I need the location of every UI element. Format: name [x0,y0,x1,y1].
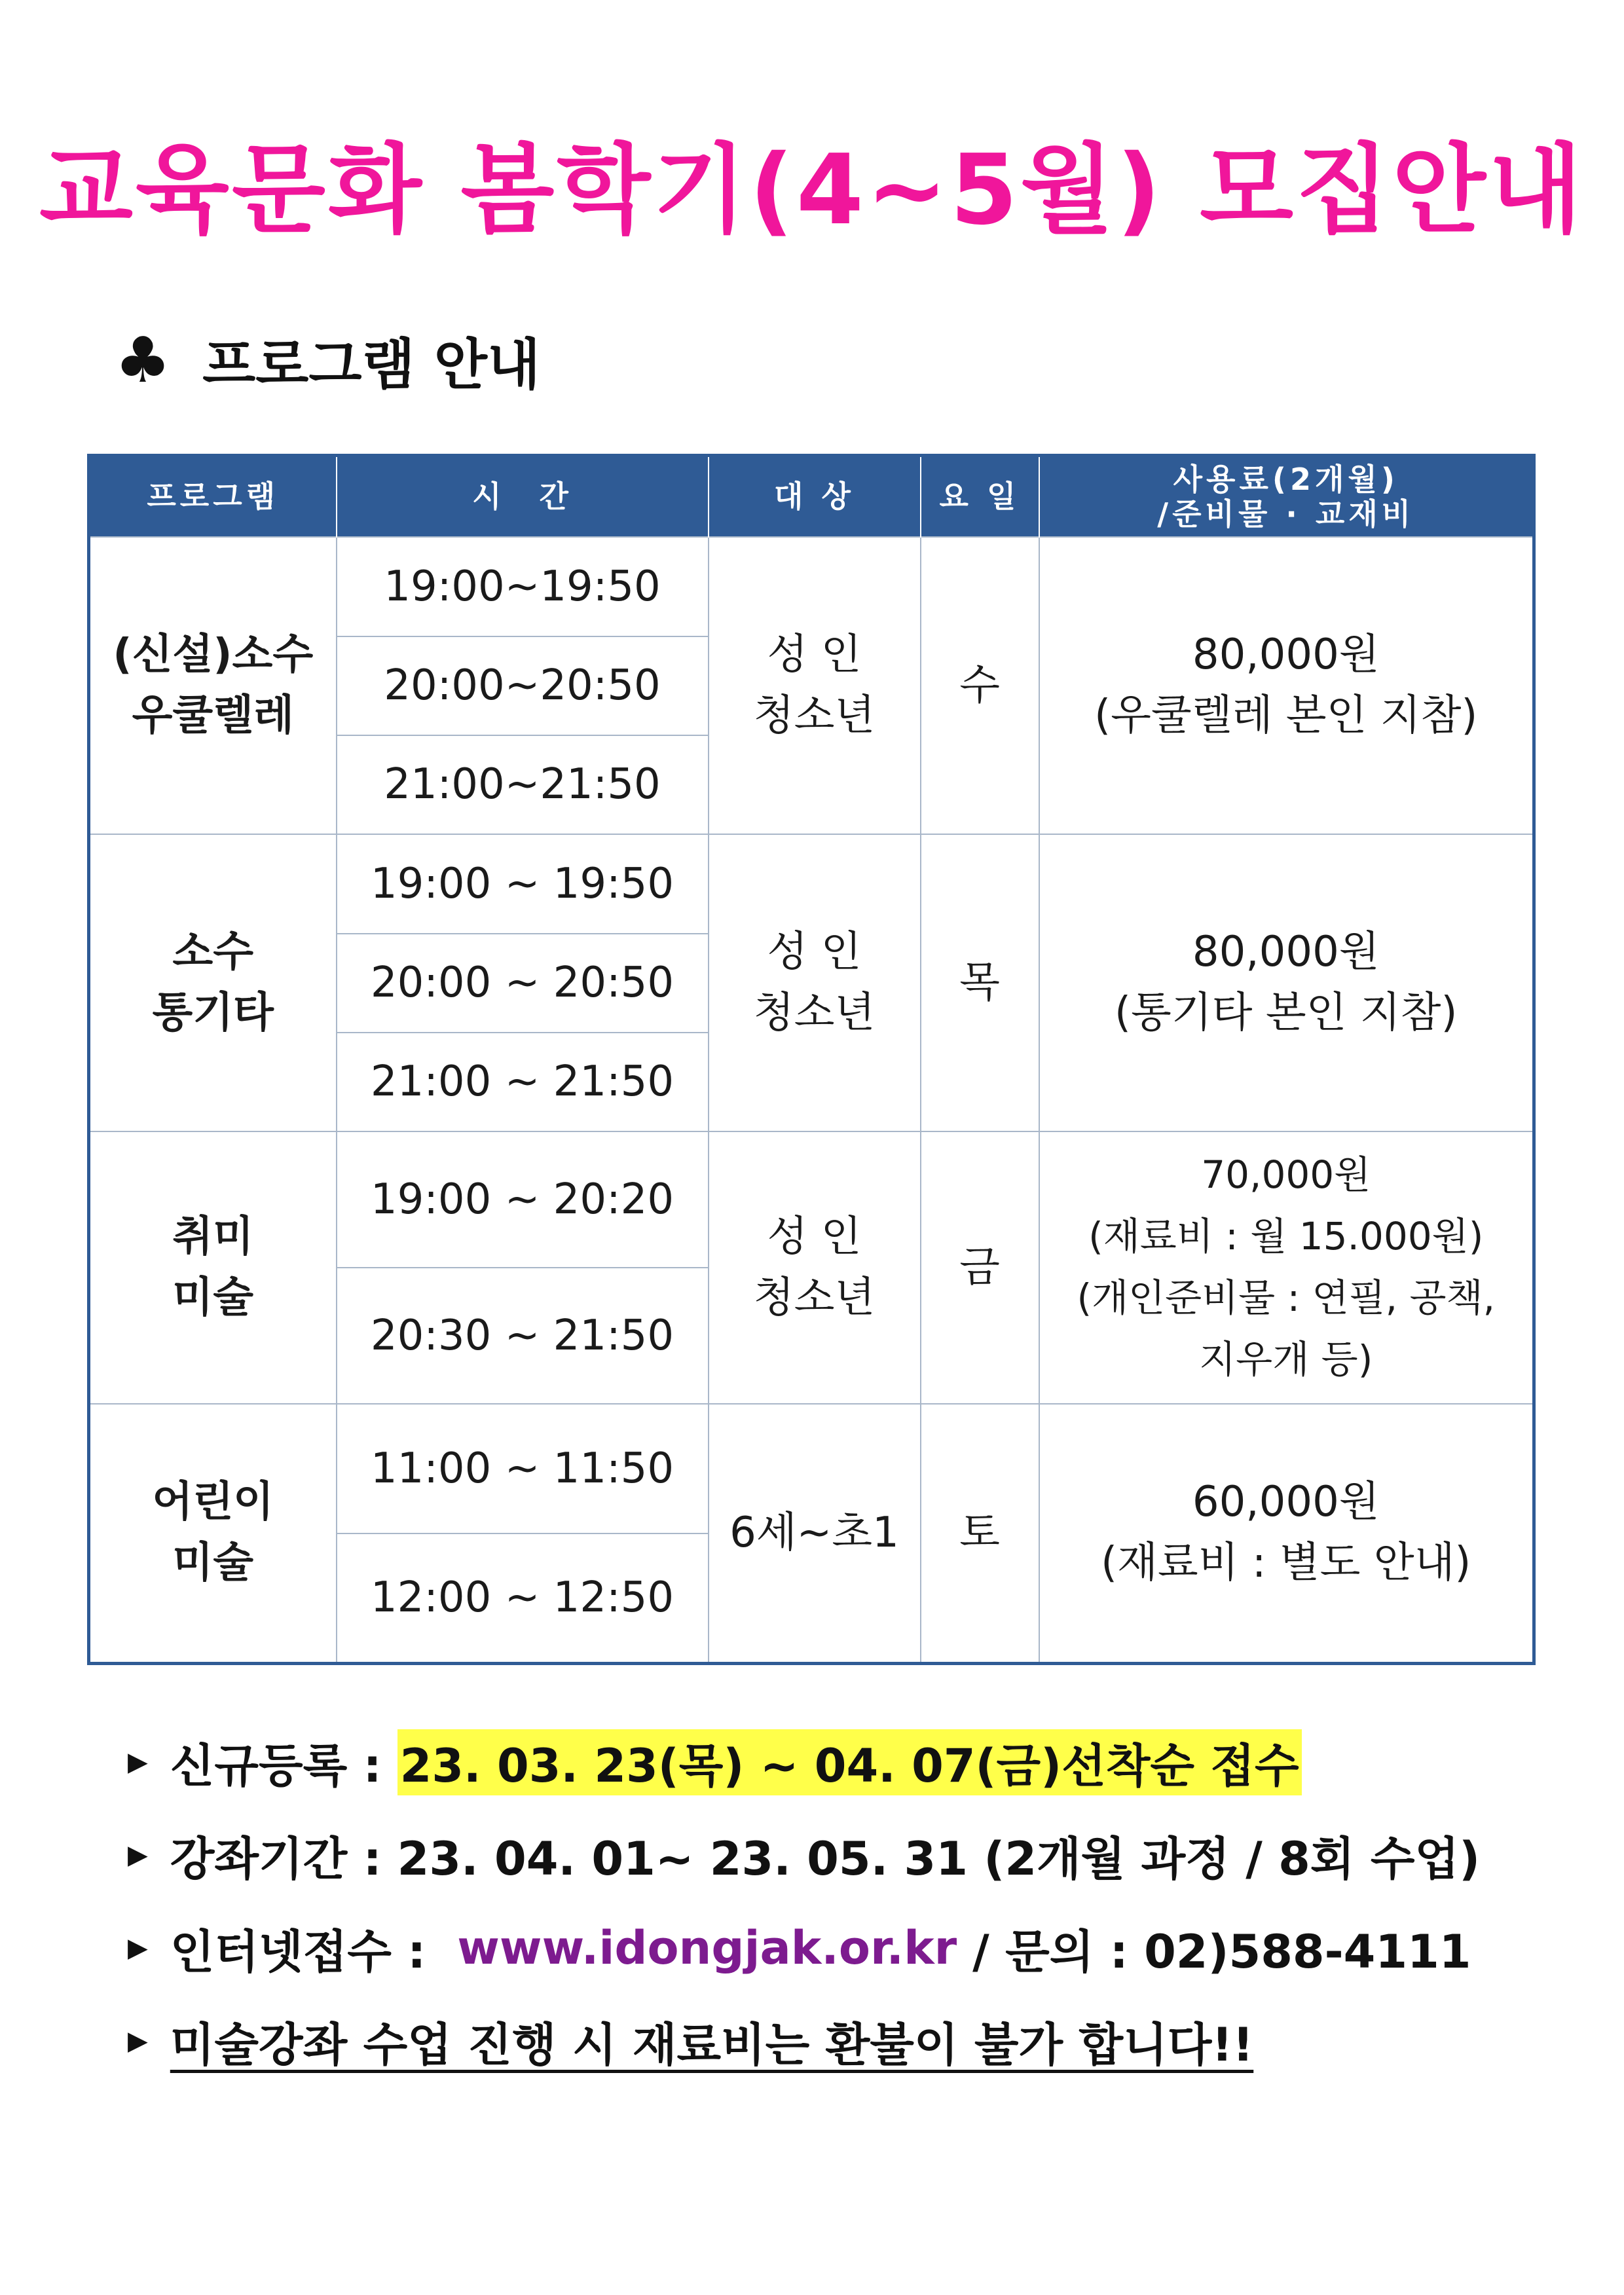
triangle-right-icon: ▶ [128,1840,148,1870]
time-slot: 20:30 ~ 21:50 [337,1268,709,1404]
table-row [89,834,1534,934]
note-period [128,1808,1568,1901]
note-registration [128,1716,1568,1808]
header-fee-line1: 사용료(2개월) [1173,461,1399,497]
target-line: 성 인 [767,1213,862,1262]
target-line: 6세~초1 [729,1508,899,1557]
program-name [89,537,337,834]
program-name-line: 우쿨렐레 [132,691,294,740]
target-line: 성 인 [767,631,862,680]
note-label: 인터넷접수 : [170,1924,426,1979]
day-cell: 목 [921,834,1039,1131]
fee-cell [1039,834,1534,1131]
program-name-line: 소수 [172,928,254,977]
notes-list [128,1716,1568,2087]
time-slot: 11:00 ~ 11:50 [337,1404,709,1533]
header-program: 프로그램 [89,456,337,538]
program-name [89,1131,337,1404]
section-heading [115,324,540,396]
refund-warning: 미술강좌 수업 진행 시 재료비는 환불이 불가 합니다!! [170,2017,1254,2072]
fee-line: (통기타 본인 지참) [1115,989,1458,1037]
fee-cell [1039,1404,1534,1663]
table-row [89,537,1534,636]
registration-dates: 23. 03. 23(목) ~ 04. 07(금)선착순 접수 [397,1729,1302,1795]
fee-line: 70,000원 [1201,1152,1371,1198]
program-name [89,834,337,1131]
triangle-right-icon: ▶ [128,1747,148,1777]
time-slot: 20:00 ~ 20:50 [337,934,709,1033]
program-name-line: (신설)소수 [113,631,314,680]
fee-line: (재료비 : 월 15.000원) [1088,1214,1484,1259]
fee-line: (재료비 : 별도 안내) [1101,1539,1471,1588]
triangle-right-icon: ▶ [128,2026,148,2056]
day-cell: 수 [921,537,1039,834]
day-cell: 금 [921,1131,1039,1404]
time-slot: 19:00 ~ 19:50 [337,834,709,934]
target-cell [709,537,921,834]
page-title: 교육문화 봄학기(4~5월) 모집안내 [39,134,1585,246]
table-row [89,1131,1534,1268]
period-dates: 23. 04. 01~ 23. 05. 31 (2개월 과정 / 8회 수업) [397,1831,1481,1886]
fee-line: 지우개 등) [1199,1336,1373,1382]
website-link[interactable]: www.idongjak.or.kr [457,1921,957,1975]
header-time: 시 간 [337,456,709,538]
fee-cell [1039,537,1534,834]
program-table [87,454,1536,1665]
fee-cell [1039,1131,1534,1404]
fee-line: 80,000원 [1192,631,1380,680]
target-line: 청소년 [753,1274,876,1322]
club-suit-icon: ♣ [115,323,172,397]
time-slot: 20:00~20:50 [337,636,709,735]
target-line: 청소년 [753,989,876,1037]
note-label: 신규등록 : [170,1738,382,1793]
header-day: 요 일 [921,456,1039,538]
fee-line: (개인준비물 : 연필, 공책, [1077,1276,1496,1320]
section-heading-text: 프로그램 안내 [202,332,541,397]
target-line: 청소년 [753,691,876,740]
time-slot: 12:00 ~ 12:50 [337,1533,709,1663]
table-row [89,1404,1534,1533]
time-slot: 19:00~19:50 [337,537,709,636]
time-slot: 19:00 ~ 20:20 [337,1131,709,1268]
target-cell [709,834,921,1131]
header-fee [1039,456,1534,538]
note-label: 강좌기간 : [170,1831,382,1886]
program-name-line: 통기타 [152,989,274,1037]
fee-line: 80,000원 [1192,928,1380,977]
day-cell: 토 [921,1404,1039,1663]
program-name-line: 미술 [172,1274,254,1322]
time-slot: 21:00 ~ 21:50 [337,1033,709,1131]
time-slot: 21:00~21:50 [337,735,709,834]
target-cell [709,1131,921,1404]
fee-line: (우쿨렐레 본인 지참) [1094,691,1478,740]
program-name-line: 어린이 [152,1478,274,1527]
note-online [128,1901,1568,1994]
program-name-line: 취미 [172,1213,254,1262]
program-name [89,1404,337,1663]
contact-phone: / 문의 : 02)588-4111 [972,1924,1471,1979]
target-line: 성 인 [767,928,862,977]
fee-line: 60,000원 [1192,1478,1380,1527]
program-name-line: 미술 [172,1539,254,1588]
target-cell [709,1404,921,1663]
header-target: 대 상 [709,456,921,538]
header-fee-line2: /준비물 · 교재비 [1157,496,1415,532]
table-header-row [89,456,1534,538]
triangle-right-icon: ▶ [128,1933,148,1963]
note-warning [128,1994,1568,2087]
